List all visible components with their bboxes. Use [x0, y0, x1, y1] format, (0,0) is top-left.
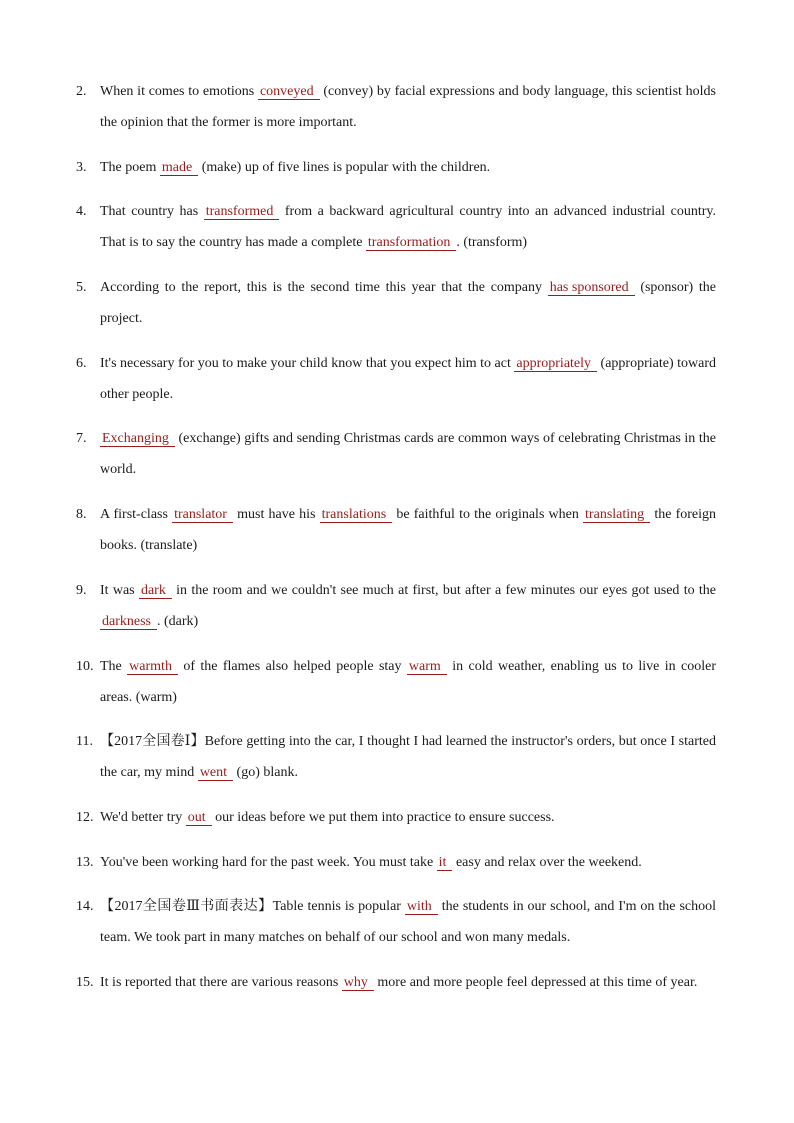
- answer-blank: with: [405, 900, 438, 915]
- sentence-text: (go) blank.: [233, 765, 298, 780]
- answer-blank: out: [186, 811, 212, 826]
- sentence-text: (sponsor) the project.: [100, 280, 716, 326]
- answer-blank: transformed: [204, 205, 280, 220]
- sentence-text: When it comes to emotions: [100, 84, 258, 99]
- sentence-text: You've been working hard for the past week. You must take: [100, 855, 437, 870]
- item-text: [100, 196, 716, 258]
- exercise-item: [76, 348, 716, 410]
- sentence-text: of the flames also helped people stay: [177, 659, 407, 674]
- answer-blank: why: [342, 976, 374, 991]
- item-text: [100, 802, 716, 833]
- sentence-text: (convey) by facial expressions and body language, this scientist holds the opinion that the former is more important.: [100, 84, 716, 130]
- exercise-item: [76, 847, 716, 878]
- item-number: 6.: [76, 356, 87, 371]
- exercise-item: [76, 967, 716, 998]
- item-text: [100, 967, 716, 998]
- item-text: [100, 575, 716, 637]
- item-number: 5.: [76, 280, 87, 295]
- sentence-text: our ideas before we put them into practice to ensure success.: [211, 810, 555, 825]
- item-text: [100, 891, 716, 953]
- answer-blank: went: [198, 766, 233, 781]
- answer-blank: translator: [172, 508, 233, 523]
- item-text: [100, 272, 716, 334]
- sentence-text: That country has: [100, 204, 204, 219]
- item-number: 3.: [76, 160, 87, 175]
- sentence-text: It's necessary for you to make your child know that you expect him to act: [100, 356, 515, 371]
- sentence-text: from a backward agricultural country into an advanced industrial country. That is to say the country has made a complete: [100, 204, 716, 250]
- item-text: [100, 348, 716, 410]
- sentence-text: . (dark): [157, 614, 199, 629]
- sentence-text: in the room and we couldn't see much at first, but after a few minutes our eyes got used to the: [171, 583, 716, 598]
- answer-blank: has sponsored: [548, 281, 635, 296]
- exercise-item: [76, 423, 716, 485]
- sentence-text: The poem: [100, 160, 160, 175]
- sentence-text: The: [100, 659, 128, 674]
- sentence-text: . (transform): [456, 235, 528, 250]
- item-number: 13.: [76, 855, 94, 870]
- answer-blank: warmth: [127, 660, 178, 675]
- item-number: 12.: [76, 810, 94, 825]
- item-number: 4.: [76, 204, 87, 219]
- sentence-text: easy and relax over the weekend.: [452, 855, 642, 870]
- item-number: 11.: [76, 734, 93, 749]
- sentence-text: more and more people feel depressed at this time of year.: [373, 975, 698, 990]
- sentence-text: (appropriate) toward other people.: [100, 356, 716, 402]
- answer-blank: it: [437, 856, 453, 871]
- item-text: [100, 76, 716, 138]
- item-text: [100, 499, 716, 561]
- exercise-item: [76, 76, 716, 138]
- sentence-text: According to the report, this is the second time this year that the company: [100, 280, 548, 295]
- answer-blank: warm: [407, 660, 447, 675]
- answer-blank: translations: [320, 508, 393, 523]
- answer-blank: darkness: [100, 615, 157, 630]
- sentence-text: the students in our school, and I'm on the school team. We took part in many matches on behalf of our school and won many medals.: [100, 899, 717, 945]
- sentence-text: must have his: [232, 507, 320, 522]
- item-number: 10.: [76, 659, 94, 674]
- answer-blank: Exchanging: [100, 432, 175, 447]
- exercise-item: [76, 651, 716, 713]
- sentence-text: It is reported that there are various reasons: [100, 975, 342, 990]
- sentence-text: (make) up of five lines is popular with the children.: [198, 160, 491, 175]
- item-text: [100, 423, 716, 485]
- exercise-item: [76, 726, 716, 788]
- exercise-item: [76, 499, 716, 561]
- answer-blank: translating: [583, 508, 650, 523]
- sentence-text: It was: [100, 583, 139, 598]
- exercise-item: [76, 272, 716, 334]
- sentence-text: 【2017全国卷Ⅲ书面表达】Table tennis is popular: [100, 899, 405, 914]
- exercise-item: [76, 891, 716, 953]
- exercise-item: [76, 152, 716, 183]
- answer-blank: conveyed: [258, 85, 320, 100]
- sentence-text: in cold weather, enabling us to live in cooler areas. (warm): [100, 659, 717, 705]
- answer-blank: made: [160, 161, 198, 176]
- answer-blank: transformation: [366, 236, 456, 251]
- item-number: 8.: [76, 507, 87, 522]
- item-text: [100, 726, 716, 788]
- exercise-item: [76, 802, 716, 833]
- item-text: [100, 152, 716, 183]
- item-number: 2.: [76, 84, 87, 99]
- sentence-text: 【2017全国卷Ⅰ】Before getting into the car, I thought I had learned the instructor's orders, but once I started the car, my mind: [100, 734, 716, 780]
- answer-blank: dark: [139, 584, 172, 599]
- sentence-text: (exchange) gifts and sending Christmas cards are common ways of celebrating Christmas in the world.: [100, 431, 716, 477]
- sentence-text: the foreign books. (translate): [100, 507, 717, 553]
- exercise-item: [76, 575, 716, 637]
- item-number: 15.: [76, 975, 94, 990]
- sentence-text: be faithful to the originals when: [392, 507, 584, 522]
- item-text: [100, 847, 716, 878]
- item-number: 7.: [76, 431, 87, 446]
- answer-blank: appropriately: [514, 357, 597, 372]
- item-number: 9.: [76, 583, 87, 598]
- item-text: [100, 651, 716, 713]
- sentence-text: We'd better try: [100, 810, 186, 825]
- sentence-text: A first-class: [100, 507, 173, 522]
- exercise-item: [76, 196, 716, 258]
- item-number: 14.: [76, 899, 94, 914]
